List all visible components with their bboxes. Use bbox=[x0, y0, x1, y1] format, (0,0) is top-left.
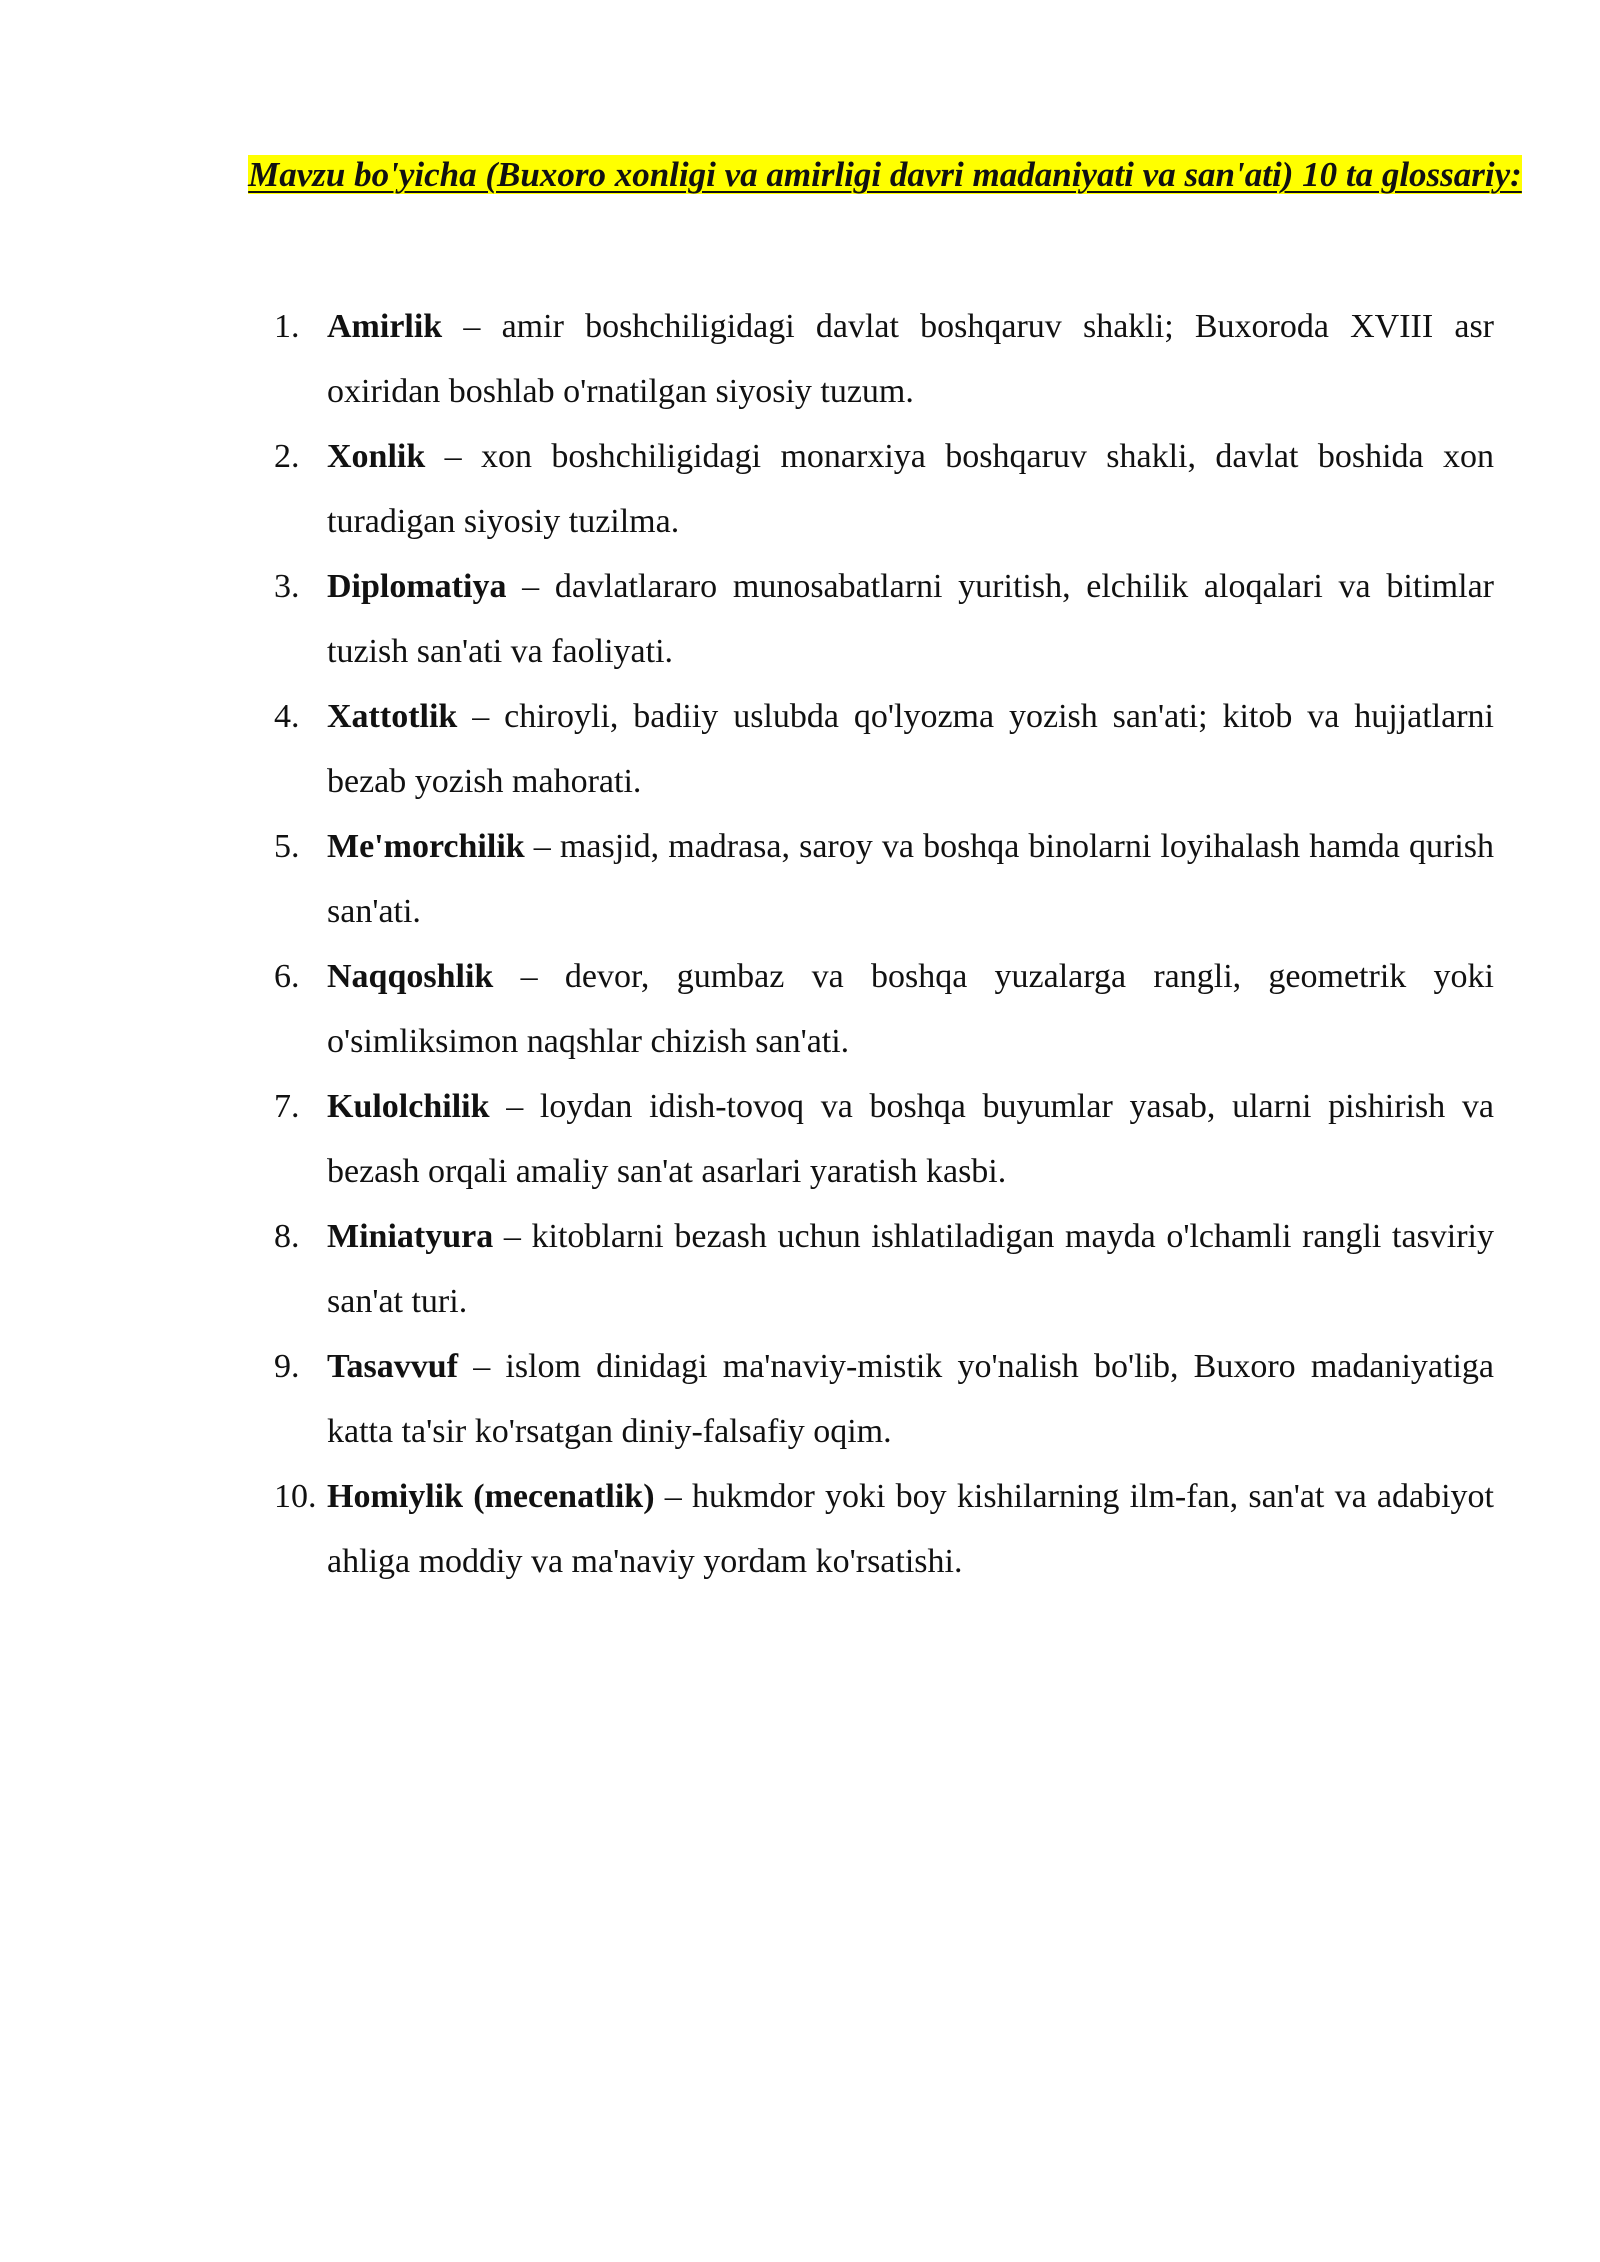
glossary-item-10 bbox=[274, 1464, 1494, 1594]
glossary-definition: – davlatlararo munosabatlarni yuritish, elchilik aloqalari va bitimlar tuzish san'ati va faoliyati. bbox=[327, 568, 1494, 670]
glossary-definition: – devor, gumbaz va boshqa yuzalarga rangli, geometrik yoki o'simliksimon naqshlar chizish san'ati. bbox=[327, 958, 1494, 1060]
glossary-definition: – amir boshchiligidagi davlat boshqaruv shakli; Buxoroda XVIII asr oxiridan boshlab o'rnatilgan siyosiy tuzum. bbox=[327, 308, 1494, 410]
item-number: 6. bbox=[274, 958, 300, 995]
item-number: 3. bbox=[274, 568, 300, 605]
glossary-item-8 bbox=[274, 1204, 1494, 1334]
glossary-item-5 bbox=[274, 814, 1494, 944]
page-title bbox=[240, 142, 1530, 208]
glossary-term: Miniatyura bbox=[327, 1218, 494, 1255]
glossary-term: Amirlik bbox=[327, 308, 443, 345]
glossary-item-6 bbox=[274, 944, 1494, 1074]
glossary-item-2 bbox=[274, 424, 1494, 554]
glossary-item-1 bbox=[274, 294, 1494, 424]
glossary-list bbox=[274, 294, 1494, 1594]
glossary-term: Naqqoshlik bbox=[327, 958, 494, 995]
item-number: 9. bbox=[274, 1348, 300, 1385]
glossary-definition: – loydan idish-tovoq va boshqa buyumlar yasab, ularni pishirish va bezash orqali amaliy san'at asarlari yaratish kasbi. bbox=[327, 1088, 1494, 1190]
glossary-definition: – kitoblarni bezash uchun ishlatiladigan mayda o'lchamli rangli tasviriy san'at turi. bbox=[327, 1218, 1494, 1320]
glossary-item-7 bbox=[274, 1074, 1494, 1204]
glossary-term: Tasavvuf bbox=[327, 1348, 459, 1385]
glossary-item-4 bbox=[274, 684, 1494, 814]
item-number: 4. bbox=[274, 698, 300, 735]
glossary-term: Xonlik bbox=[327, 438, 426, 475]
item-number: 5. bbox=[274, 828, 300, 865]
item-number: 7. bbox=[274, 1088, 300, 1125]
glossary-term: Xattotlik bbox=[327, 698, 458, 735]
glossary-definition: – hukmdor yoki boy kishilarning ilm-fan, san'at va adabiyot ahliga moddiy va ma'naviy yordam ko'rsatishi. bbox=[327, 1478, 1494, 1580]
glossary-definition: – chiroyli, badiiy uslubda qo'lyozma yozish san'ati; kitob va hujjatlarni bezab yozish mahorati. bbox=[327, 698, 1494, 800]
item-number: 2. bbox=[274, 438, 300, 475]
page-title-text: Mavzu bo'yicha (Buxoro xonligi va amirligi davri madaniyati va san'ati) 10 ta glossariy: bbox=[248, 155, 1522, 194]
glossary-item-3 bbox=[274, 554, 1494, 684]
item-number: 10. bbox=[274, 1478, 317, 1515]
glossary-term: Diplomatiya bbox=[327, 568, 507, 605]
glossary-definition: – masjid, madrasa, saroy va boshqa binolarni loyihalash hamda qurish san'ati. bbox=[327, 828, 1494, 930]
glossary-term: Homiylik (mecenatlik) bbox=[327, 1478, 655, 1515]
item-number: 1. bbox=[274, 308, 300, 345]
glossary-item-9 bbox=[274, 1334, 1494, 1464]
glossary-definition: – islom dinidagi ma'naviy-mistik yo'nalish bo'lib, Buxoro madaniyatiga katta ta'sir ko'rsatgan diniy-falsafiy oqim. bbox=[327, 1348, 1494, 1450]
glossary-definition: – xon boshchiligidagi monarxiya boshqaruv shakli, davlat boshida xon turadigan siyosiy tuzilma. bbox=[327, 438, 1494, 540]
glossary-term: Kulolchilik bbox=[327, 1088, 490, 1125]
glossary-term: Me'morchilik bbox=[327, 828, 525, 865]
item-number: 8. bbox=[274, 1218, 300, 1255]
